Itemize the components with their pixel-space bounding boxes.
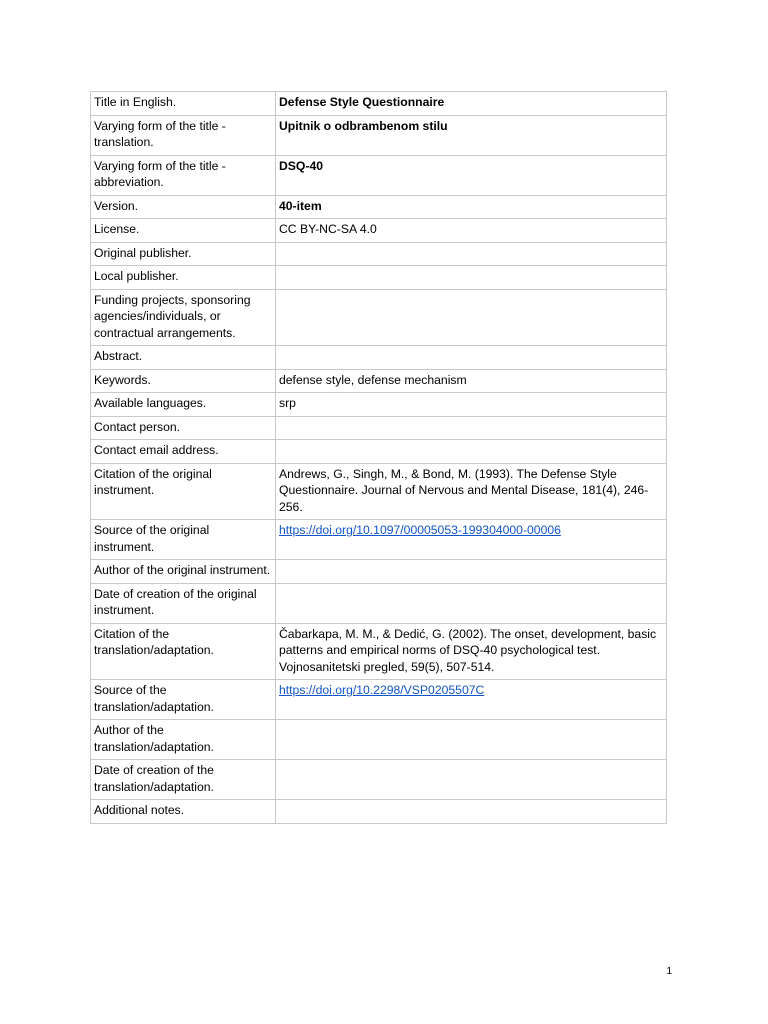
table-row bbox=[91, 346, 667, 370]
field-value bbox=[276, 720, 667, 760]
table-row bbox=[91, 520, 667, 560]
table-row bbox=[91, 289, 667, 346]
field-value: Upitnik o odbrambenom stilu bbox=[276, 115, 667, 155]
field-label: Date of creation of the original instrument. bbox=[91, 583, 276, 623]
field-label: License. bbox=[91, 219, 276, 243]
table-row bbox=[91, 92, 667, 116]
table-row bbox=[91, 800, 667, 824]
table-row bbox=[91, 219, 667, 243]
page-number: 1 bbox=[666, 966, 672, 977]
field-label: Funding projects, sponsoring agencies/individuals, or contractual arrangements. bbox=[91, 289, 276, 346]
field-value: Defense Style Questionnaire bbox=[276, 92, 667, 116]
field-label: Available languages. bbox=[91, 393, 276, 417]
field-value bbox=[276, 416, 667, 440]
field-value: CC BY-NC-SA 4.0 bbox=[276, 219, 667, 243]
field-value: defense style, defense mechanism bbox=[276, 369, 667, 393]
metadata-table-body bbox=[91, 92, 667, 824]
field-label: Varying form of the title - abbreviation. bbox=[91, 155, 276, 195]
field-value bbox=[276, 346, 667, 370]
field-label: Title in English. bbox=[91, 92, 276, 116]
field-value bbox=[276, 266, 667, 290]
table-row bbox=[91, 720, 667, 760]
table-row bbox=[91, 440, 667, 464]
table-row bbox=[91, 463, 667, 520]
metadata-table bbox=[90, 91, 667, 824]
field-label: Source of the translation/adaptation. bbox=[91, 680, 276, 720]
field-value: Čabarkapa, M. M., & Dedić, G. (2002). The onset, development, basic patterns and empirical norms of DSQ-40 psychological test. Vojnosanitetski pregled, 59(5), 507-514. bbox=[276, 623, 667, 680]
table-row bbox=[91, 115, 667, 155]
field-value: DSQ-40 bbox=[276, 155, 667, 195]
field-label: Contact email address. bbox=[91, 440, 276, 464]
field-value bbox=[276, 242, 667, 266]
field-label: Additional notes. bbox=[91, 800, 276, 824]
field-value bbox=[276, 680, 667, 720]
doi-link[interactable]: https://doi.org/10.2298/VSP0205507C bbox=[279, 683, 485, 697]
field-value: 40-item bbox=[276, 195, 667, 219]
field-value bbox=[276, 560, 667, 584]
table-row bbox=[91, 393, 667, 417]
table-row bbox=[91, 155, 667, 195]
table-row bbox=[91, 560, 667, 584]
table-row bbox=[91, 369, 667, 393]
field-label: Author of the original instrument. bbox=[91, 560, 276, 584]
field-value: Andrews, G., Singh, M., & Bond, M. (1993). The Defense Style Questionnaire. Journal of Nervous and Mental Disease, 181(4), 246-256. bbox=[276, 463, 667, 520]
table-row bbox=[91, 760, 667, 800]
field-value bbox=[276, 760, 667, 800]
field-label: Citation of the translation/adaptation. bbox=[91, 623, 276, 680]
field-value bbox=[276, 440, 667, 464]
field-label: Original publisher. bbox=[91, 242, 276, 266]
table-row bbox=[91, 195, 667, 219]
field-label: Author of the translation/adaptation. bbox=[91, 720, 276, 760]
field-label: Local publisher. bbox=[91, 266, 276, 290]
field-label: Keywords. bbox=[91, 369, 276, 393]
table-row bbox=[91, 242, 667, 266]
field-label: Citation of the original instrument. bbox=[91, 463, 276, 520]
field-value: srp bbox=[276, 393, 667, 417]
field-value bbox=[276, 583, 667, 623]
table-row bbox=[91, 416, 667, 440]
doi-link[interactable]: https://doi.org/10.1097/00005053-199304000-00006 bbox=[279, 523, 561, 537]
field-label: Version. bbox=[91, 195, 276, 219]
table-row bbox=[91, 266, 667, 290]
field-label: Date of creation of the translation/adaptation. bbox=[91, 760, 276, 800]
field-label: Source of the original instrument. bbox=[91, 520, 276, 560]
field-label: Varying form of the title - translation. bbox=[91, 115, 276, 155]
field-value bbox=[276, 289, 667, 346]
field-value bbox=[276, 520, 667, 560]
table-row bbox=[91, 680, 667, 720]
field-label: Abstract. bbox=[91, 346, 276, 370]
field-value bbox=[276, 800, 667, 824]
table-row bbox=[91, 623, 667, 680]
field-label: Contact person. bbox=[91, 416, 276, 440]
table-row bbox=[91, 583, 667, 623]
